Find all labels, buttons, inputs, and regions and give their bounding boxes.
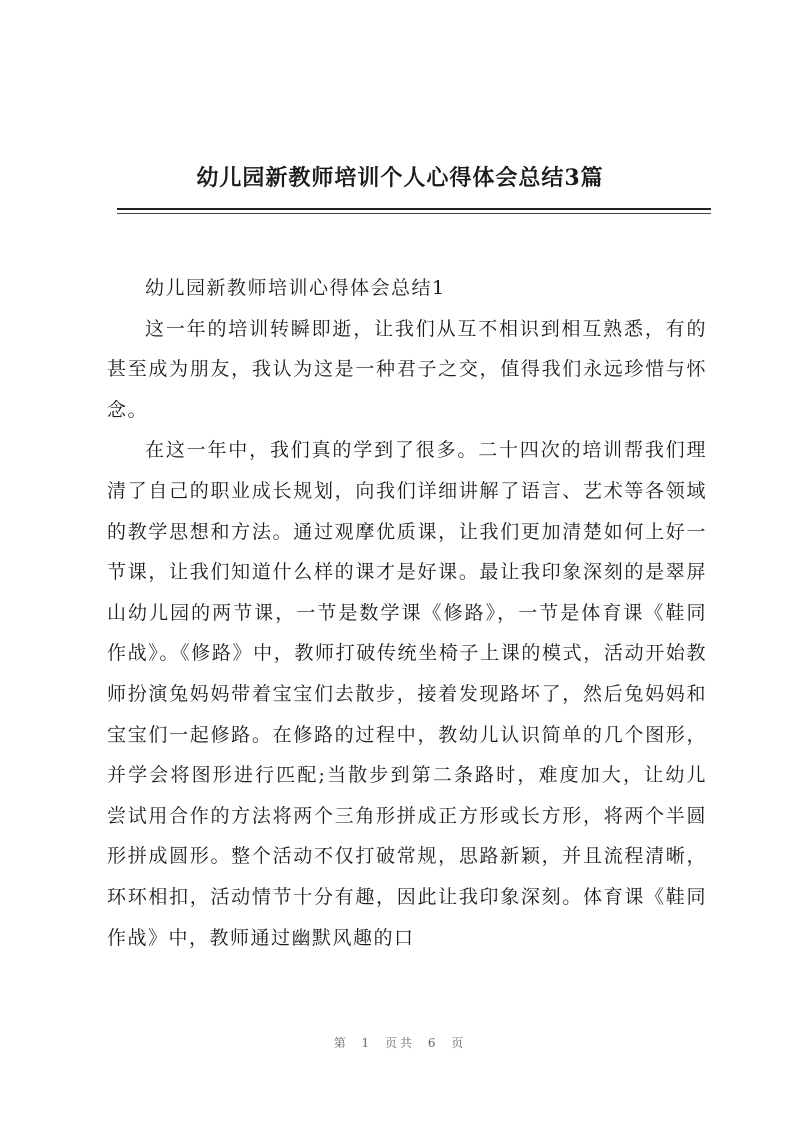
document-title: 幼儿园新教师培训个人心得体会总结3篇 — [196, 165, 604, 191]
paragraph-1: 这一年的培训转瞬即逝，让我们从互不相识到相互熟悉，有的甚至成为朋友，我认为这是一种君子之交，值得我们永远珍惜与怀念。 — [107, 317, 707, 421]
title-divider — [117, 208, 711, 210]
paragraph-2: 在这一年中，我们真的学到了很多。二十四次的培训帮我们理清了自己的职业成长规划，向我们详细讲解了语言、艺术等各领域的教学思想和方法。通过观摩优质课，让我们更加清楚如何上好一节课，让我们知道什么样的课才是好课。最让我印象深刻的是翠屏山幼儿园的两节课，一节是数学课《修路》，一节是体育课《鞋同作战》。《修路》中，教师打破传统坐椅子上课的模式，活动开始教师扮演兔妈妈带着宝宝们去散步，接着发现路坏了，然后兔妈妈和宝宝们一起修路。在修路的过程中，教幼儿认识简单的几个图形，并学会将图形进行匹配;当散步到第二条路时，难度加大，让幼儿尝试用合作的方法将两个三角形拼成正方形或长方形，将两个半圆形拼成圆形。整个活动不仅打破常规，思路新颖，并且流程清晰，环环相扣，活动情节十分有趣，因此让我印象深刻。体育课《鞋同作战》中，教师通过幽默风趣的口 — [107, 439, 707, 949]
document-body — [107, 268, 707, 958]
title-divider-thin — [117, 213, 711, 214]
page-number-footer: 第 1 页共 6 页 — [333, 1036, 467, 1050]
section-heading: 幼儿园新教师培训心得体会总结1 — [145, 277, 446, 299]
